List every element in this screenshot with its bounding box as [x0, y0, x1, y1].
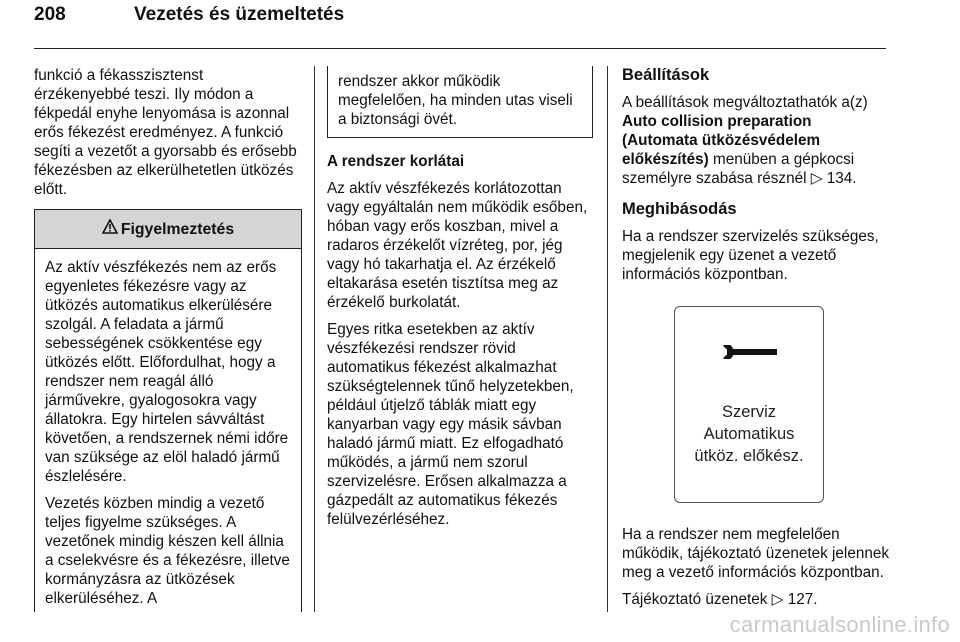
warning-continued-text: rendszer akkor működik megfelelően, ha minden utas viseli a biztonsági övét. — [338, 73, 573, 128]
column-divider-1 — [314, 66, 315, 612]
display-line-3: ütköz. előkész. — [694, 447, 804, 465]
reference-arrow-icon: ▷ — [810, 170, 823, 187]
page-number: 208 — [34, 4, 66, 25]
column-3 — [622, 66, 890, 617]
header-rule — [34, 48, 886, 49]
messages-page-ref: 127. — [787, 591, 818, 608]
settings-menu-name: Auto collision preparation (Automata ütközésvédelem előkészítés) — [622, 113, 821, 168]
messages-text: Tájékoztató üzenetek — [622, 591, 768, 608]
warning-paragraph-1: Az aktív vészfékezés nem az erős egyenletes fékezésre vagy az ütközés automatikus elkerülésére szolgál. A feladata a jármű sebességének csökkentése egy ütközés előtt. Előfordulhat, hogy a rendszer nem reagál álló járművekre, gyalogosokra vagy állatokra. Egy hirtelen sávváltást követően, a rendszernek némi időre van szüksége az elöl haladó jármű észlelésére. — [45, 259, 289, 485]
warning-box-continued — [327, 66, 593, 138]
warning-box — [34, 209, 302, 612]
settings-page-ref: 134. — [826, 170, 857, 187]
page-header — [34, 4, 886, 44]
fault-heading: Meghibásodás — [622, 200, 737, 218]
service-message-display — [674, 306, 824, 503]
wrench-icon — [721, 345, 779, 364]
limits-paragraph-1: Az aktív vészfékezés korlátozottan vagy egyáltalán nem működik esőben, hóban vagy erős koszban, mivel a radaros érzékelőt vízréteg, por, jég vagy hó takarhatja el. Az érzékelő eltakarása esetén tisztítsa meg az érzékelő burkolatát. — [327, 180, 588, 311]
after-display-paragraph: Ha a rendszer nem megfelelően működik, tájékoztató üzenetek jelennek meg a vezető információs központban. — [622, 526, 890, 581]
settings-text-post: menüben a gépkocsi személyre szabása résznél — [622, 151, 855, 187]
warning-paragraph-2: Vezetés közben mindig a vezető teljes figyelme szükséges. A vezetőnek mindig készen kell állnia a cselekvésre és a fékezésre, illetve kormányzásra az ütközések elkerüléséhez. A — [45, 495, 290, 607]
intro-paragraph: funkció a fékasszisztenst érzékenyebbé teszi. Ily módon a fékpedál enyhe lenyomása is azonnal erős fékezést eredményez. A funkció segíti a vezetőt a gyorsabb és erősebb fékezésben az elkerülhetetlen ütközés előtt. — [34, 67, 297, 198]
column-divider-2 — [607, 66, 608, 612]
column-1 — [34, 66, 302, 612]
reference-arrow-icon: ▷ — [771, 591, 784, 608]
warning-title: Figyelmeztetés — [120, 220, 235, 238]
settings-paragraph — [622, 93, 890, 188]
settings-heading: Beállítások — [622, 66, 710, 84]
warning-header — [35, 210, 301, 249]
warning-triangle-icon — [102, 219, 118, 239]
watermark: carmanualsonline.info — [729, 612, 950, 637]
fault-paragraph: Ha a rendszer szervizelés szükséges, megjelenik egy üzenet a vezető információs központban. — [622, 228, 879, 283]
column-2 — [327, 66, 593, 537]
settings-text-pre: A beállítások megváltoztathatók a(z) — [622, 94, 868, 111]
limits-paragraph-2: Egyes ritka esetekben az aktív vészfékezési rendszer rövid automatikus fékezést alkalmazhat szükségtelennek tűnő helyzetekben, például útjelző táblák miatt egy kanyarban vagy egy másik sávban haladó jármű miatt. Ez elfogadható működés, a jármű nem szorul szervizelésre. Erősen alkalmazza a gázpedált az automatikus fékezés felülvezérléséhez. — [327, 321, 574, 528]
limits-heading: A rendszer korlátai — [327, 153, 465, 170]
display-line-1: Szerviz — [721, 403, 777, 421]
warning-body — [35, 249, 301, 612]
messages-reference — [622, 590, 890, 609]
page-title: Vezetés és üzemeltetés — [134, 4, 345, 25]
display-line-2: Automatikus — [703, 425, 795, 443]
